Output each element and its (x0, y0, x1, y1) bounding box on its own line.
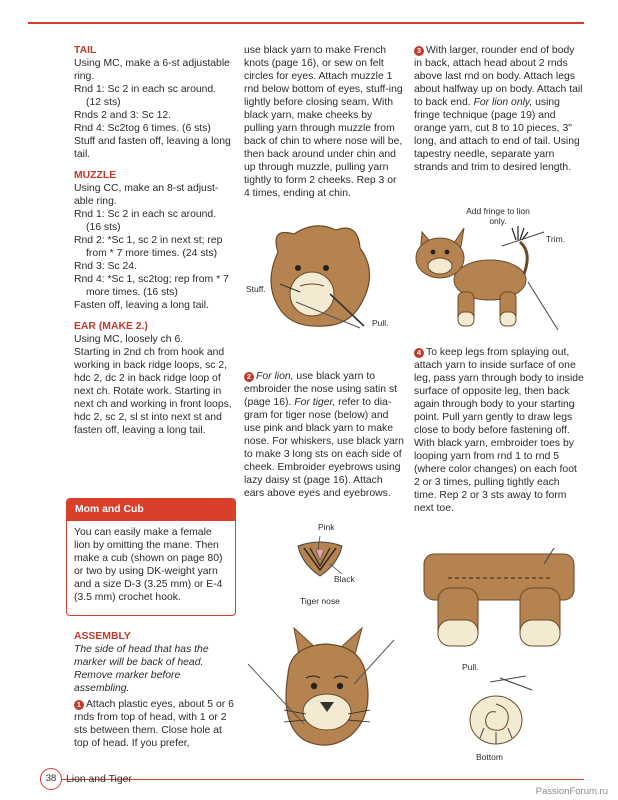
label-add-fringe: Add fringe to lion only. (466, 206, 530, 226)
label-tiger-nose: Tiger nose (300, 596, 340, 606)
muzzle-rnd1: Rnd 1: Sc 2 in each sc around. (74, 209, 217, 220)
tail-rnd23: Rnds 2 and 3: Sc 12. (74, 110, 172, 121)
col2-continuation: use black yarn to make French knots (page 16), or sew on felt circles for eyes. Attach muzzle 1 rnd below bottom of eyes, stuff-ing lightly before closing seam. With black yarn, make cheeks by pulling yarn through muzzle from back of chin to where nose will be, then back around under chin and up through muzzle, pulling yarn tightly to form 2 cheeks. Rep 3 or 4 times, ending at chin. (244, 45, 403, 199)
tiger-body-fringe-illustration (408, 212, 584, 340)
muzzle-line1: Using CC, make an 8-st adjust-able ring. (74, 183, 219, 207)
label-pull-1: Pull. (372, 318, 389, 328)
column-2 (244, 44, 404, 200)
assembly-block (74, 630, 236, 750)
tiger-head-illustration (244, 624, 404, 756)
step-2-text-b: refer to dia-gram for tiger nose (below) and use pink and black yarn to make nose. For whiskers, use black yarn to make 3 long sts on each side of cheek. Embroider eyebrows using lazy daisy st (page 16). Attach ears above eyes and eyebrows. (244, 397, 404, 499)
sidebar-body: You can easily make a female lion by omitting the mane. Then make a cub (shown on page 80) or two by using DK-weight yarn and a size D-3 (3.25 mm) or E-4 (3.5 mm) crochet hook. (74, 527, 223, 603)
mom-and-cub-sidebar (66, 498, 236, 616)
muzzle-rnd2: Rnd 2: *Sc 1, sc 2 in next st; rep from * 7 more times. (24 sts) (74, 235, 223, 259)
step-2-badge: 2 (244, 372, 254, 382)
ear-line1: Using MC, loosely ch 6. (74, 334, 184, 345)
assembly-note: The side of head that has the marker will be back of head. Remove marker before assembling. (74, 644, 209, 694)
step-3-badge: 3 (414, 46, 424, 56)
step-1-badge: 1 (74, 700, 84, 710)
assembly-step1 (74, 698, 236, 750)
step-2-block (244, 370, 404, 500)
step-2-tiger: For tiger, (294, 397, 336, 408)
step-4-text-a: To keep legs from splaying out, attach yarn to inside surface of one leg, pass yarn through body to inside surface of opposite leg, then back again through body to your starting point. Pull yarn gently to draw legs close to body before fastening off. With black yarn, embroider toes by looping yarn from rnd 1 to rnd 5 (where color changes) on each foot 2 or 3 times, pulling tightly each time. Rep 2 or 3 sts away to form next toe. (414, 347, 584, 514)
tail-end: Stuff and fasten off, leaving a long tail. (74, 136, 231, 160)
step-3-lion-only: For lion only, (473, 97, 533, 108)
foot-bottom-illustration (456, 666, 556, 752)
muzzle-rnd3: Rnd 3: Sc 24. (74, 261, 137, 272)
step-2-text (244, 370, 404, 500)
label-pink: Pink (318, 522, 335, 532)
tail-rnd4: Rnd 4: Sc2tog 6 times. (6 sts) (74, 123, 211, 134)
top-rule (28, 22, 584, 24)
step-3-text (414, 44, 584, 174)
column-1 (74, 44, 236, 437)
label-bottom: Bottom (476, 752, 503, 762)
step-2-lion: For lion, (256, 371, 294, 382)
step-4-badge: 4 (414, 348, 424, 358)
label-pull-2: Pull. (462, 662, 479, 672)
assembly-heading: ASSEMBLY (74, 631, 131, 642)
step-1-text: Attach plastic eyes, about 5 or 6 rnds from top of head, with 1 or 2 sts between them. Close hole at top of head. If you prefer, (74, 699, 234, 749)
label-black: Black (334, 574, 355, 584)
muzzle-rnd1-count: (16 sts) (86, 222, 121, 233)
step-2-text-a: use black yarn to embroider the nose using satin st (page 16). (244, 371, 398, 408)
step-4-text (414, 346, 584, 515)
label-trim: Trim. (546, 234, 566, 244)
ear-heading: EAR (MAKE 2.) (74, 321, 148, 332)
step-3-text-a: With larger, rounder end of body in back, attach head about 2 rnds above last rnd on body. Attach legs about halfway up on body. Attach tail to back end. (414, 45, 583, 108)
label-stuff: Stuff. (246, 284, 266, 294)
step-3-text-b: using fringe technique (page 19) and orange yarn, cut 8 to 10 pieces, 3" long, and attach to end of tail. Using tapestry needle, separate yarn strands and trim to desired length. (414, 97, 580, 173)
page-number: 38 (40, 768, 62, 790)
legs-stitch-illustration (414, 548, 584, 668)
tail-rnd1-count: (12 sts) (86, 97, 121, 108)
ear-body: Starting in 2nd ch from hook and working in back ridge loops, sc 2, hdc 2, dc 2 in back ridge loop of next ch. Rotate work. Starting in next ch and working in front loops, hdc 2, sc 2, sl st into next st and fasten off, leaving a long tail. (74, 347, 232, 436)
tail-heading: TAIL (74, 45, 97, 56)
sidebar-title: Mom and Cub (67, 499, 235, 521)
muzzle-rnd4: Rnd 4: *Sc 1, sc2tog; rep from * 7 more times. (16 sts) (74, 274, 229, 298)
page-footer (40, 768, 132, 790)
muzzle-end: Fasten off, leaving a long tail. (74, 300, 209, 311)
step-4-block (414, 346, 584, 515)
muzzle-heading: MUZZLE (74, 170, 117, 181)
footer-title: Lion and Tiger (66, 773, 132, 785)
muzzle-stuffing-illustration (260, 222, 390, 342)
tail-line1: Using MC, make a 6-st adjustable ring. (74, 58, 230, 82)
watermark: PassionForum.ru (535, 786, 608, 797)
step-3-block (414, 44, 584, 174)
tail-rnd1: Rnd 1: Sc 2 in each sc around. (74, 84, 217, 95)
